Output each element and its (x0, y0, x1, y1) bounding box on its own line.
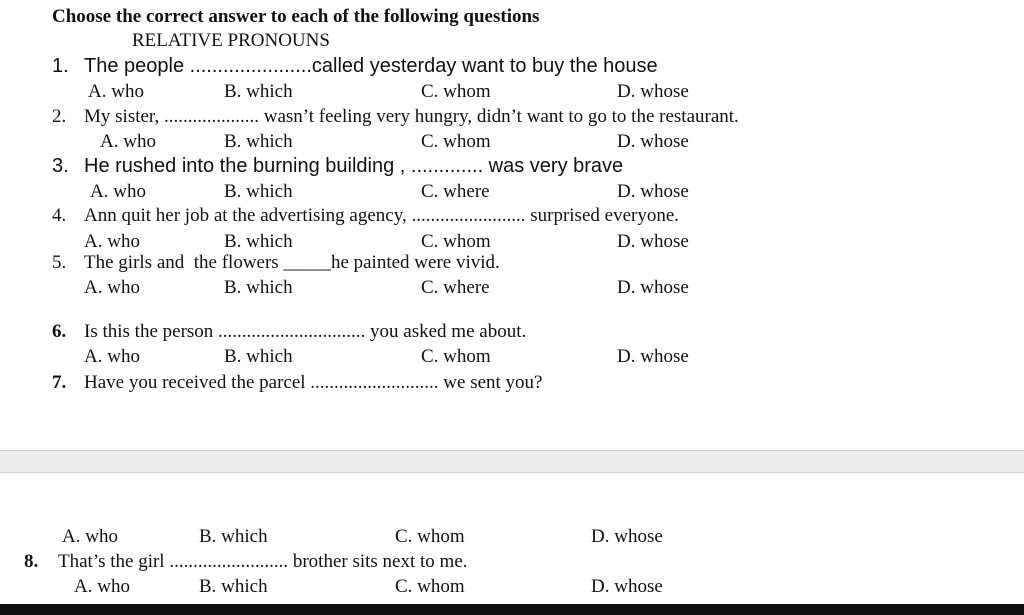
question-1-option-a: A. who (88, 81, 144, 102)
question-1-option-d: D. whose (617, 81, 689, 102)
question-1-number: 1. (52, 55, 69, 77)
question-3-number: 3. (52, 155, 69, 177)
question-3-option-c: C. where (421, 181, 490, 202)
question-8-option-c: C. whom (395, 576, 465, 597)
question-2-number: 2. (52, 106, 67, 127)
question-1-text: The people ......................called yesterday want to buy the house (84, 55, 658, 77)
question-4-text: Ann quit her job at the advertising agency, ........................ surprised everyone. (84, 205, 680, 226)
question-2-option-c: C. whom (421, 131, 491, 152)
question-8-text: That’s the girl ......................... brother sits next to me. (58, 551, 468, 572)
question-7-option-b: B. which (199, 526, 268, 547)
question-2-option-d: D. whose (617, 131, 689, 152)
question-5-text: The girls and the flowers _____he painted were vivid. (84, 252, 500, 273)
question-3-text: He rushed into the burning building , ............. was very brave (84, 155, 624, 177)
question-7-option-a: A. who (62, 526, 118, 547)
question-7-option-d: D. whose (591, 526, 663, 547)
question-4-option-a: A. who (84, 231, 140, 252)
question-4-number: 4. (52, 205, 67, 226)
bottom-edge-bar (0, 604, 1024, 615)
question-8-option-d: D. whose (591, 576, 663, 597)
page-break-gap (0, 450, 1024, 473)
question-6-option-d: D. whose (617, 346, 689, 367)
question-6-option-a: A. who (84, 346, 140, 367)
question-8-option-b: B. which (199, 576, 268, 597)
question-5-option-c: C. where (421, 277, 490, 298)
question-8-option-a: A. who (74, 576, 130, 597)
question-4-option-b: B. which (224, 231, 293, 252)
question-4-option-d: D. whose (617, 231, 689, 252)
question-5-option-b: B. which (224, 277, 293, 298)
question-3-option-b: B. which (224, 181, 293, 202)
question-5-number: 5. (52, 252, 67, 273)
question-1-option-c: C. whom (421, 81, 491, 102)
question-4-option-c: C. whom (421, 231, 491, 252)
question-6-option-b: B. which (224, 346, 293, 367)
question-7-number: 7. (52, 372, 67, 393)
question-3-option-d: D. whose (617, 181, 689, 202)
question-6-number: 6. (52, 321, 67, 342)
question-6-text: Is this the person ............................... you asked me about. (84, 321, 527, 342)
question-5-option-a: A. who (84, 277, 140, 298)
question-5-option-d: D. whose (617, 277, 689, 298)
question-2-option-a: A. who (100, 131, 156, 152)
question-3-option-a: A. who (90, 181, 146, 202)
question-6-option-c: C. whom (421, 346, 491, 367)
question-8-number: 8. (24, 551, 39, 572)
question-7-option-c: C. whom (395, 526, 465, 547)
section-title: RELATIVE PRONOUNS (132, 30, 330, 51)
question-2-text: My sister, .................... wasn’t feeling very hungry, didn’t want to go to the restaurant. (84, 106, 739, 127)
question-1-option-b: B. which (224, 81, 293, 102)
question-7-text: Have you received the parcel ........................... we sent you? (84, 372, 543, 393)
instruction-heading: Choose the correct answer to each of the following questions (52, 6, 540, 27)
question-2-option-b: B. which (224, 131, 293, 152)
